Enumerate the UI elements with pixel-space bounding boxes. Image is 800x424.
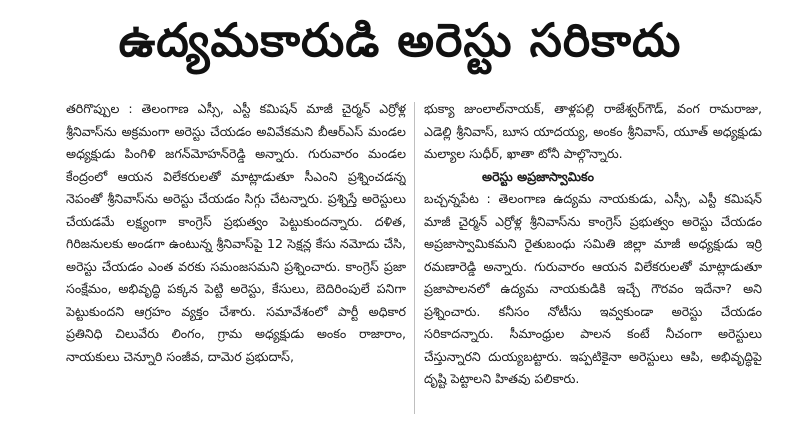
subheading: అరెస్టు అప్రజాస్వామికం [482,168,594,184]
left-paragraph: తరిగొప్పుల : తెలంగాణ ఎస్సీ, ఎస్టీ కమిషన్ మాజీ చైర్మన్ ఎర్రోళ్ల శ్రీనివాస్‌ను అక్రమంగా అరెస్టు చేయడం అవివేకమని బీఆర్ఎస్ మండల అధ్యక్షుడు పింగిళి జగన్‌మోహన్‌రెడ్డి అన్నారు. గురువారం మండల కేంద్రంలో ఆయన విలేకరులతో మాట్లాడుతూ సీఎంని ప్రశ్నించడన్న నెపంతో శ్రీనివాస్‌ను అరెస్టు చేయడం సిగ్గు చేటన్నారు. ప్రశ్నిస్తే అరెస్టులు చేయడమే లక్ష్యంగా కాంగ్రెస్ ప్రభుత్వం పెట్టుకుందన్నారు. దళిత, గిరిజనులకు అండగా ఉంటున్న శ్రీనివాస్‌పై 12 సెక్షన్ల కేసు నమోదు చేసి, అరెస్టు చేయడం ఎంత వరకు సమంజసమని ప్రశ్నించారు. కాంగ్రెస్ ప్రజా సంక్షేమం, అభివృద్ధి పక్కన పెట్టి అరెస్టు, కేసులు, బెదిరింపులే పనిగా పెట్టుకుందని ఆగ్రహం వ్యక్తం చేశారు. సమావేశంలో పార్టీ అధికార ప్రతినిధి చిలువేరు లింగం, గ్రామ అధ్యక్షుడు అంకం రాజారాం, నాయకులు చెన్నూరి సంజీవ, దామెర ప్రభుదాస్, [66,101,406,364]
headline: ఉద్యమకారుడి అరెస్టు సరికాదు [118,13,682,67]
left-column [66,98,406,418]
column-divider [414,102,415,414]
right-paragraph-2: బచ్చన్నపేట : తెలంగాణ ఉద్యమ నాయకుడు, ఎస్సీ, ఎస్టీ కమిషన్ మాజీ చైర్మన్ ఎర్రోళ్ల శ్రీనివాస్‌ను కాంగ్రెస్ ప్రభుత్వం అరెస్టు చేయడం అప్రజాస్వామికమని రైతుబంధు సమితి జిల్లా మాజీ అధ్యక్షుడు ఇర్రి రమణారెడ్డి అన్నారు. గురువారం ఆయన విలేకరులతో మాట్లాడుతూ ప్రజాపాలనలో ఉద్యమ నాయకుడికి ఇచ్చే గౌరవం ఇదేనా? అని ప్రశ్నించారు. కనీసం నోటీసు ఇవ్వకుండా అరెస్టు చేయడం సరికాదన్నారు. సీమాంధ్రుల పాలన కంటే నీచంగా అరెస్టులు చేస్తున్నారని దుయ్యబట్టారు. ఇప్పటికైనా అరెస్టులు ఆపి, అభివృద్ధిపై దృష్టి పెట్టాలని హితవు పలికారు. [424,191,762,386]
right-paragraph-1: భుక్యా జుంలాల్‌నాయక్, తాళ్లపల్లి రాజేశ్వర్‌గౌడ్, వంగ రామరాజు, ఎడెల్లి శ్రీనివాస్, బూస యాదయ్య, అంకం శ్రీనివాస్, యూత్ అధ్యక్షుడు మల్యాల సుధీర్, ఖాతా టోనీ పాల్గొన్నారు. [424,101,762,161]
right-column [424,98,762,418]
